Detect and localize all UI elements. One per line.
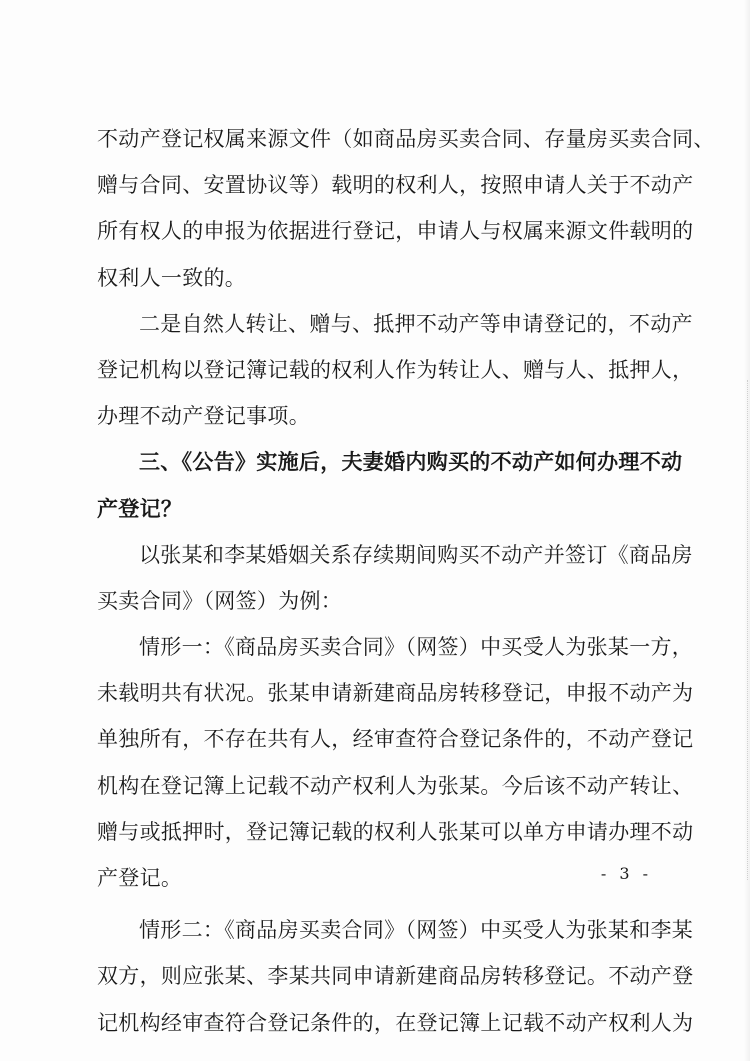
text-line: 登记机构以登记簿记载的权利人作为转让人、赠与人、抵押人， (97, 357, 694, 382)
text-line: 办理不动产登记事项。 (97, 404, 310, 429)
text-line: 双方，则应张某、李某共同申请新建商品房转移登记。不动产登 (97, 964, 694, 989)
scan-edge-marks (745, 380, 748, 880)
text-line: 不动产登记权属来源文件（如商品房买卖合同、存量房买卖合同、 (97, 127, 715, 151)
text-line: 赠与合同、安置协议等）载明的权利人，按照申请人关于不动产 (97, 173, 694, 198)
text-line: 机构在登记簿上记载不动产权利人为张某。今后该不动产转让、 (97, 773, 694, 798)
section-heading: 产登记？ (97, 496, 183, 521)
text-line: 以张某和李某婚姻关系存续期间购买不动产并签订《商品房 (139, 542, 693, 567)
text-line: 买卖合同》（网签）为例： (97, 588, 343, 613)
text-line: 所有权人的申报为依据进行登记，申请人与权属来源文件载明的 (97, 219, 694, 244)
text-line: 情形二：《商品房买卖合同》（网签）中买受人为张某和李某 (139, 918, 694, 943)
text-line: 二是自然人转让、赠与、抵押不动产等申请登记的，不动产 (139, 311, 693, 336)
text-line: 情形一：《商品房买卖合同》（网签）中买受人为张某一方， (139, 635, 694, 660)
text-line: 未载明共有状况。张某申请新建商品房转移登记，申报不动产为 (97, 681, 694, 706)
document-body (97, 116, 715, 1046)
text-line: 记机构经审查符合登记条件的，在登记簿上记载不动产权利人为 (97, 1010, 694, 1035)
text-line: 产登记。 (97, 866, 183, 890)
text-line: 单独所有，不存在共有人，经审查符合登记条件的，不动产登记 (97, 727, 694, 752)
page-number: - 3 - (600, 864, 652, 883)
section-heading: 三、《公告》实施后，夫妻婚内购买的不动产如何办理不动 (139, 450, 683, 475)
text-line: 权利人一致的。 (97, 265, 247, 290)
text-line: 赠与或抵押时，登记簿记载的权利人张某可以单方申请办理不动 (97, 819, 694, 844)
